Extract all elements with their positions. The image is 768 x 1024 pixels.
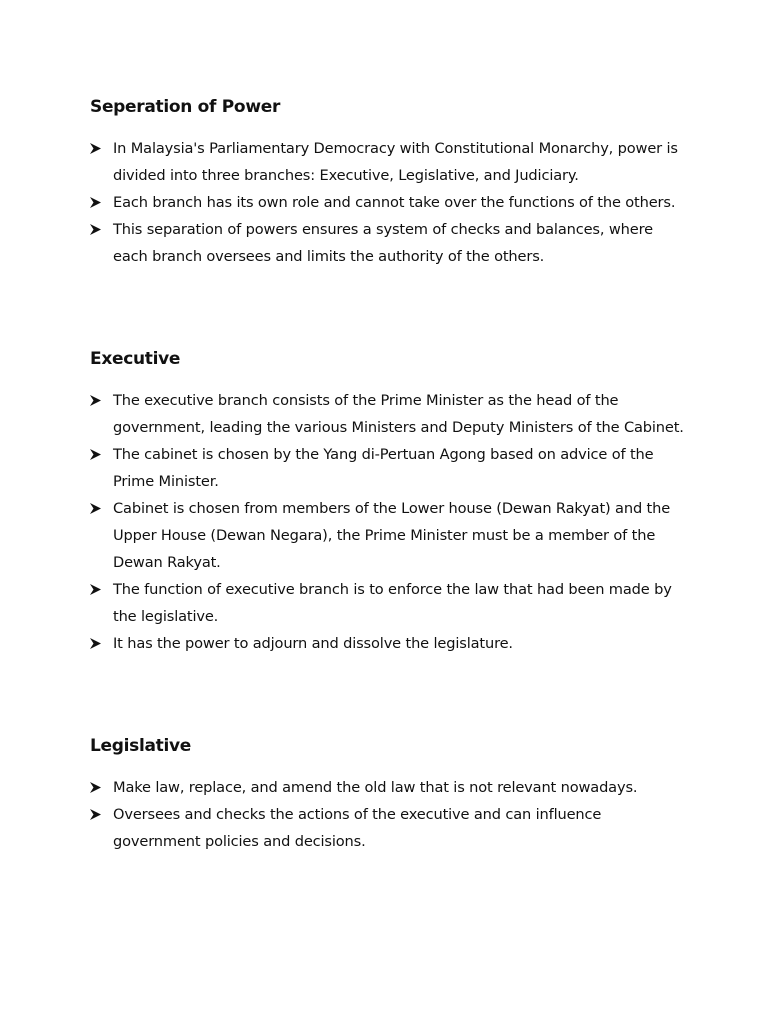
list-item-text: The cabinet is chosen by the Yang di-Pertuan Agong based on advice of the Prime Minister. bbox=[113, 446, 654, 490]
list-item bbox=[90, 441, 690, 495]
list-item-text: Each branch has its own role and cannot take over the functions of the others. bbox=[113, 194, 676, 211]
list-item bbox=[90, 774, 690, 801]
list-item bbox=[90, 189, 690, 216]
arrowhead-bullet-icon bbox=[90, 224, 101, 235]
list-item-text: It has the power to adjourn and dissolve the legislature. bbox=[113, 635, 513, 652]
arrowhead-bullet-icon bbox=[90, 395, 101, 406]
list-item-text: The function of executive branch is to enforce the law that had been made by the legislative. bbox=[113, 581, 672, 625]
list-item bbox=[90, 387, 690, 441]
bullet-list bbox=[90, 774, 690, 855]
list-item bbox=[90, 801, 690, 855]
list-item bbox=[90, 576, 690, 630]
list-item-text: In Malaysia's Parliamentary Democracy with Constitutional Monarchy, power is divided into three branches: Executive, Legislative, and Judiciary. bbox=[113, 140, 678, 184]
arrowhead-bullet-icon bbox=[90, 638, 101, 649]
list-item-text: This separation of powers ensures a system of checks and balances, where each branch oversees and limits the authority of the others. bbox=[113, 221, 653, 265]
list-item bbox=[90, 216, 690, 270]
list-item bbox=[90, 135, 690, 189]
arrowhead-bullet-icon bbox=[90, 503, 101, 514]
arrowhead-bullet-icon bbox=[90, 449, 101, 460]
list-item bbox=[90, 495, 690, 576]
list-item-text: Make law, replace, and amend the old law that is not relevant nowadays. bbox=[113, 779, 638, 796]
arrowhead-bullet-icon bbox=[90, 782, 101, 793]
arrowhead-bullet-icon bbox=[90, 197, 101, 208]
section-separation-of-power bbox=[90, 96, 690, 270]
section-heading: Legislative bbox=[90, 736, 192, 756]
bullet-list bbox=[90, 135, 690, 270]
section-heading: Executive bbox=[90, 349, 181, 369]
section-executive bbox=[90, 348, 690, 657]
arrowhead-bullet-icon bbox=[90, 143, 101, 154]
arrowhead-bullet-icon bbox=[90, 584, 101, 595]
list-item-text: Cabinet is chosen from members of the Lower house (Dewan Rakyat) and the Upper House (Dewan Negara), the Prime Minister must be a member of the Dewan Rakyat. bbox=[113, 500, 671, 571]
arrowhead-bullet-icon bbox=[90, 809, 101, 820]
section-legislative bbox=[90, 735, 690, 855]
bullet-list bbox=[90, 387, 690, 657]
list-item-text: The executive branch consists of the Prime Minister as the head of the government, leading the various Ministers and Deputy Ministers of the Cabinet. bbox=[113, 392, 684, 436]
section-heading: Seperation of Power bbox=[90, 97, 281, 117]
list-item bbox=[90, 630, 690, 657]
list-item-text: Oversees and checks the actions of the executive and can influence government policies and decisions. bbox=[113, 806, 602, 850]
